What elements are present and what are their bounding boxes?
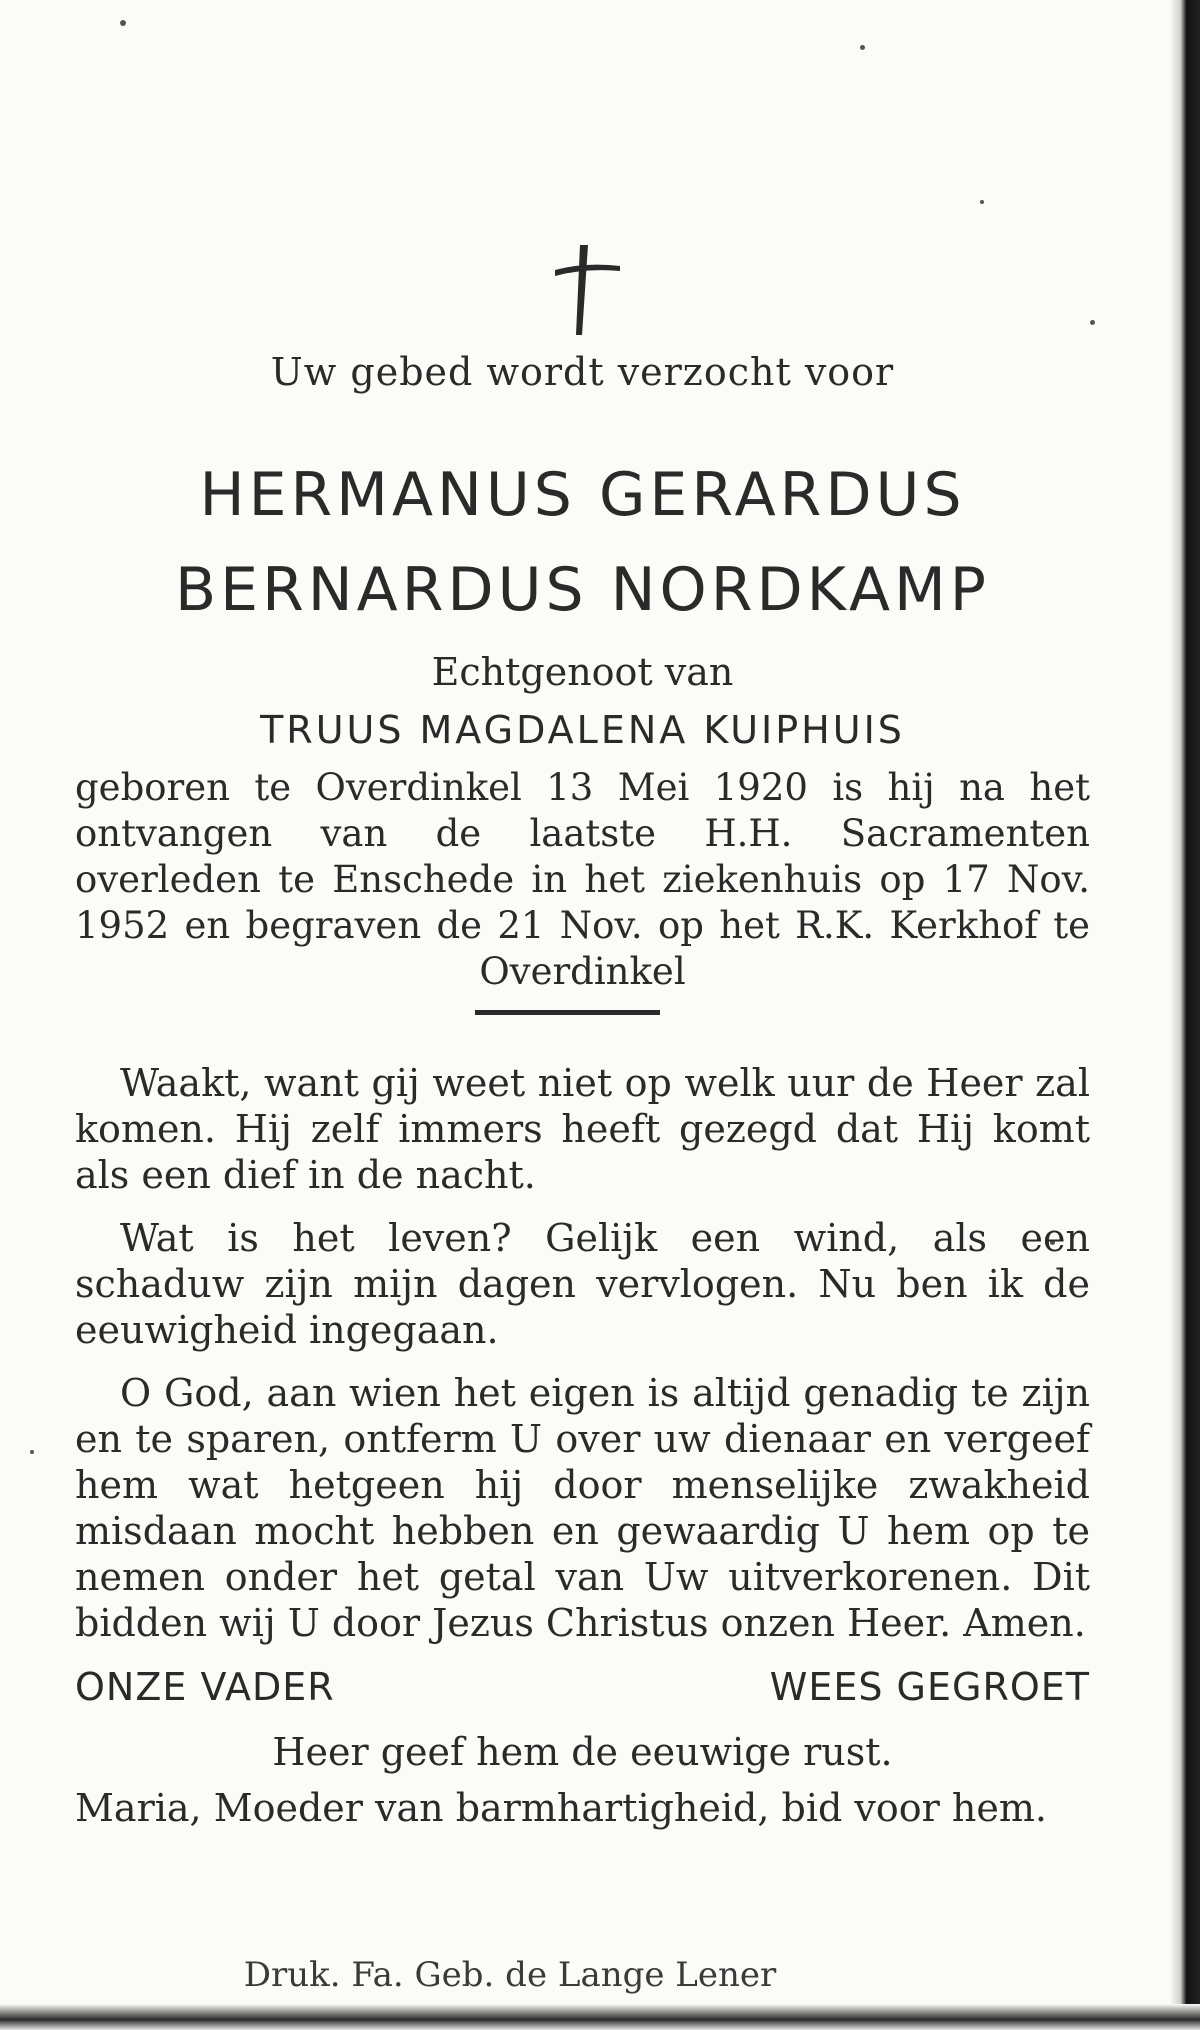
divider <box>475 1010 660 1015</box>
prayer-paragraph-2: Wat is het leven? Gelijk een wind, als een schaduw zijn mijn dagen vervlogen. Nu ben ik de eeuwigheid ingegaan. <box>75 1216 1090 1352</box>
speck <box>120 20 126 26</box>
speck <box>30 1450 34 1454</box>
speck <box>980 200 984 204</box>
relation-label: Echtgenoot van <box>431 650 734 694</box>
prayer-paragraph-3: O God, aan wien het eigen is altijd genadig te zijn en te sparen, ontferm U over uw dienaar en vergeef hem wat hetgeen hij door menselijke zwakheid misdaan mocht hebben en gewaardig U hem op te nemen onder het getal van Uw uitverkorenen. Dit bidden wij U door Jezus Christus onzen Heer. Amen. <box>75 1371 1090 1645</box>
speck <box>1090 320 1095 325</box>
card-bottom-edge <box>0 2004 1200 2030</box>
eternal-rest-line: Heer geef hem de eeuwige rust. <box>272 1730 893 1774</box>
deceased-name-line2: BERNARDUS NORDKAMP <box>175 555 990 625</box>
cross-icon <box>540 240 630 340</box>
prayer-paragraph-1: Waakt, want gij weet niet op welk uur de Heer zal komen. Hij zelf immers heeft gezegd dat Hij komt als een dief in de nacht. <box>75 1061 1090 1197</box>
maria-invocation: Maria, Moeder van barmhartigheid, bid voor hem. <box>75 1786 1047 1830</box>
printer-credit: Druk. Fa. Geb. de Lange Lener <box>243 1955 777 1995</box>
prayer-onze-vader: ONZE VADER <box>75 1665 335 1709</box>
spouse-name: TRUUS MAGDALENA KUIPHUIS <box>260 708 905 752</box>
biography: geboren te Overdinkel 13 Mei 1920 is hij na het ontvangen van de laatste H.H. Sacramenten overleden te Enschede in het ziekenhuis op 17 Nov. 1952 en begraven de 21 Nov. op het R.K. Kerkhof te Overdinkel <box>75 766 1090 993</box>
intro-line: Uw gebed wordt verzocht voor <box>270 350 895 394</box>
speck <box>860 45 865 50</box>
card-right-edge <box>1170 0 1200 2030</box>
deceased-name-line1: HERMANUS GERARDUS <box>199 460 966 530</box>
prayer-wees-gegroet: WEES GEGROET <box>769 1665 1090 1709</box>
